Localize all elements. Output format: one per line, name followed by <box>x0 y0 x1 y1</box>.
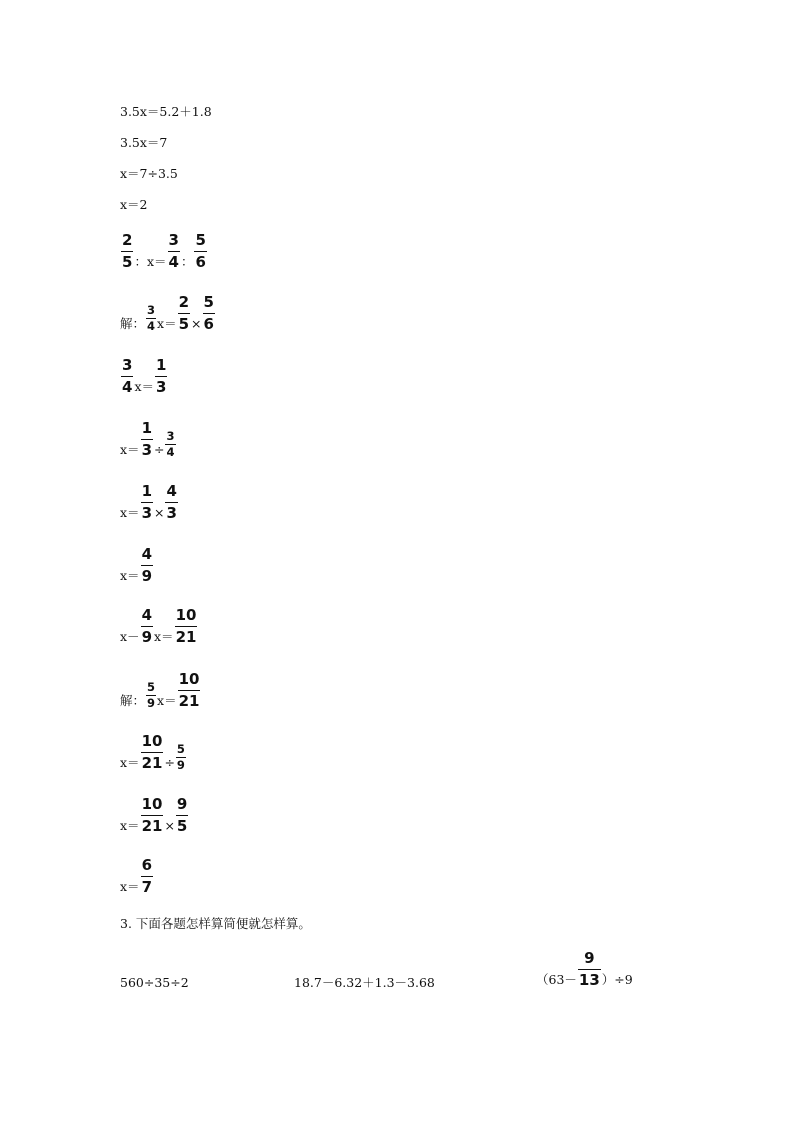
solution-step: x＝ $\frac{1}{3}$ ÷ $\frac{3}{4}$ <box>120 419 175 460</box>
fraction: $\frac{4}{9}$ <box>141 606 152 647</box>
fraction: $\frac{6}{7}$ <box>141 856 152 897</box>
solution-step: x＝ $\frac{10}{21}$ ÷ $\frac{5}{9}$ <box>120 732 185 773</box>
equation-line: 3.5x＝5.2＋1.8 <box>120 104 212 119</box>
fraction: $\frac{3}{4}$ <box>168 231 179 272</box>
fraction: $\frac{4}{3}$ <box>166 482 177 523</box>
fraction: $\frac{5}{9}$ <box>176 742 185 773</box>
fraction: $\frac{2}{5}$ <box>178 293 190 334</box>
fraction: $\frac{10}{21}$ <box>141 795 163 836</box>
fraction: $\frac{1}{3}$ <box>141 482 152 523</box>
solution-step: 解： $\frac{5}{9}$ x＝ $\frac{10}{21}$ <box>120 670 200 711</box>
solution-step: 解： $\frac{3}{4}$ x＝ $\frac{2}{5}$ × $\frac{5}{6}$ <box>120 293 214 334</box>
fraction: $\frac{3}{4}$ <box>147 303 156 334</box>
solution-step: x＝ $\frac{1}{3}$ × $\frac{4}{3}$ <box>120 482 177 523</box>
fraction: $\frac{10}{21}$ <box>141 732 163 773</box>
solution-step: x＝ $\frac{4}{9}$ <box>120 545 152 586</box>
solution-step: x＝ $\frac{10}{21}$ × $\frac{9}{5}$ <box>120 795 188 836</box>
equation-2: $\frac{2}{5}$ ： x＝ $\frac{3}{4}$ ： $\frac{5}{6}$ <box>122 231 206 272</box>
equation-3: x－ $\frac{4}{9}$ x＝ $\frac{10}{21}$ <box>120 606 197 647</box>
fraction: $\frac{9}{13}$ <box>578 949 600 990</box>
fraction: $\frac{5}{6}$ <box>195 231 206 272</box>
fraction: $\frac{3}{4}$ <box>166 429 175 460</box>
fraction: $\frac{5}{9}$ <box>147 680 156 711</box>
fraction: $\frac{1}{3}$ <box>156 356 167 397</box>
equation-line: x＝2 <box>120 197 148 212</box>
problem-3: （63－ $\frac{9}{13}$ ）÷9 <box>536 949 633 990</box>
fraction: $\frac{2}{5}$ <box>122 231 133 272</box>
fraction: $\frac{10}{21}$ <box>178 670 200 711</box>
fraction: $\frac{4}{9}$ <box>141 545 152 586</box>
section-heading: 3. 下面各题怎样算简便就怎样算。 <box>120 916 311 931</box>
equation-line: x＝7÷3.5 <box>120 166 178 181</box>
problem-2: 18.7－6.32＋1.3－3.68 <box>294 975 435 990</box>
fraction: $\frac{9}{5}$ <box>176 795 188 836</box>
fraction: $\frac{1}{3}$ <box>141 419 152 460</box>
fraction: $\frac{5}{6}$ <box>203 293 214 334</box>
fraction: $\frac{3}{4}$ <box>122 356 133 397</box>
equation-line: 3.5x＝7 <box>120 135 168 150</box>
problem-1: 560÷35÷2 <box>120 975 189 990</box>
solution-step: $\frac{3}{4}$ x＝ $\frac{1}{3}$ <box>122 356 167 397</box>
solution-step: x＝ $\frac{6}{7}$ <box>120 856 152 897</box>
fraction: $\frac{10}{21}$ <box>175 606 197 647</box>
